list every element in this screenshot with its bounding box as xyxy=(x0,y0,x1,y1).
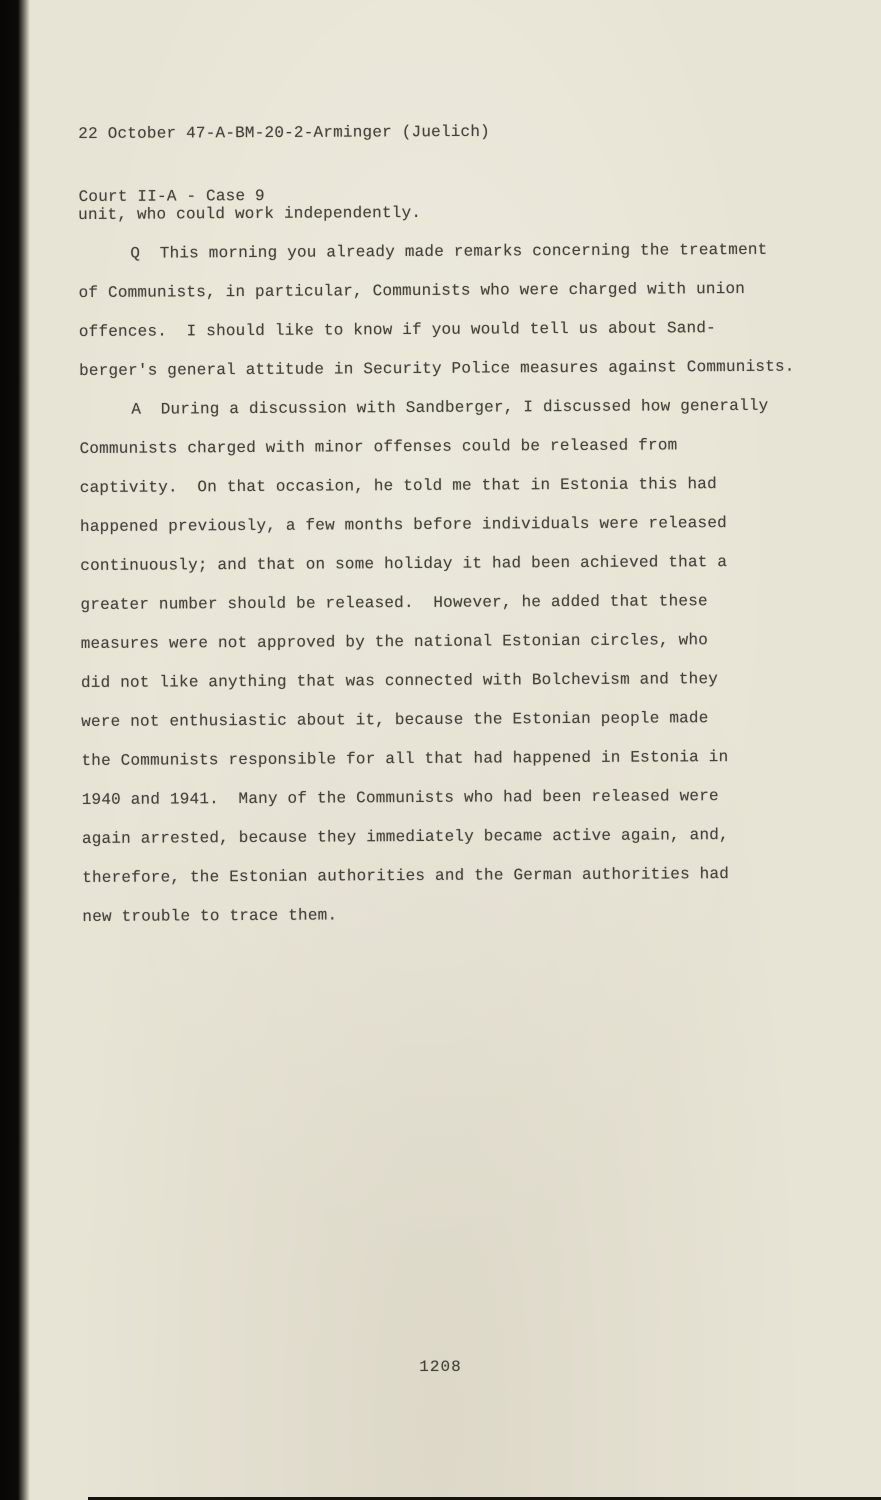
scan-binding-edge xyxy=(0,0,30,1500)
body-line: were not enthusiastic about it, because the Estonian people made xyxy=(81,709,709,731)
body-line: measures were not approved by the national Estonian circles, who xyxy=(80,631,709,653)
body-line: the Communists responsible for all that had happened in Estonia in xyxy=(81,748,729,770)
header-line-1: 22 October 47-A-BM-20-2-Arminger (Juelich) xyxy=(78,122,490,143)
body-line: new trouble to trace them. xyxy=(82,906,338,926)
body-line: again arrested, because they immediately became active again, and, xyxy=(81,826,729,848)
page-number: 1208 xyxy=(419,1358,462,1376)
body-line: Communists charged with minor offenses could be released from xyxy=(79,436,678,458)
body-line: captivity. On that occasion, he told me that in Estonia this had xyxy=(79,475,717,497)
body-line: Q This morning you already made remarks concerning the treatment xyxy=(130,240,768,263)
body-lines xyxy=(78,191,823,937)
body-line: berger's general attitude in Security Police measures against Communists. xyxy=(79,357,795,380)
body-line: unit, who could work independently. xyxy=(78,203,422,224)
header-line-2: Court II-A - Case 9 xyxy=(78,187,265,206)
body-line: of Communists, in particular, Communists who were charged with union xyxy=(78,279,746,302)
body-line: offences. I should like to know if you would tell us about Sand- xyxy=(78,319,716,341)
body-line: A During a discussion with Sandberger, I discussed how generally xyxy=(131,396,769,419)
body-line: happened previously, a few months before individuals were released xyxy=(79,514,727,536)
body-line: therefore, the Estonian authorities and the German authorities had xyxy=(82,865,730,887)
body-line: 1940 and 1941. Many of the Communists who had been released were xyxy=(81,787,719,809)
body-line: continuously; and that on some holiday it had been achieved that a xyxy=(80,553,728,575)
body-line: greater number should be released. However, he added that these xyxy=(80,592,708,614)
body-line: did not like anything that was connected with Bolchevism and they xyxy=(80,670,719,692)
